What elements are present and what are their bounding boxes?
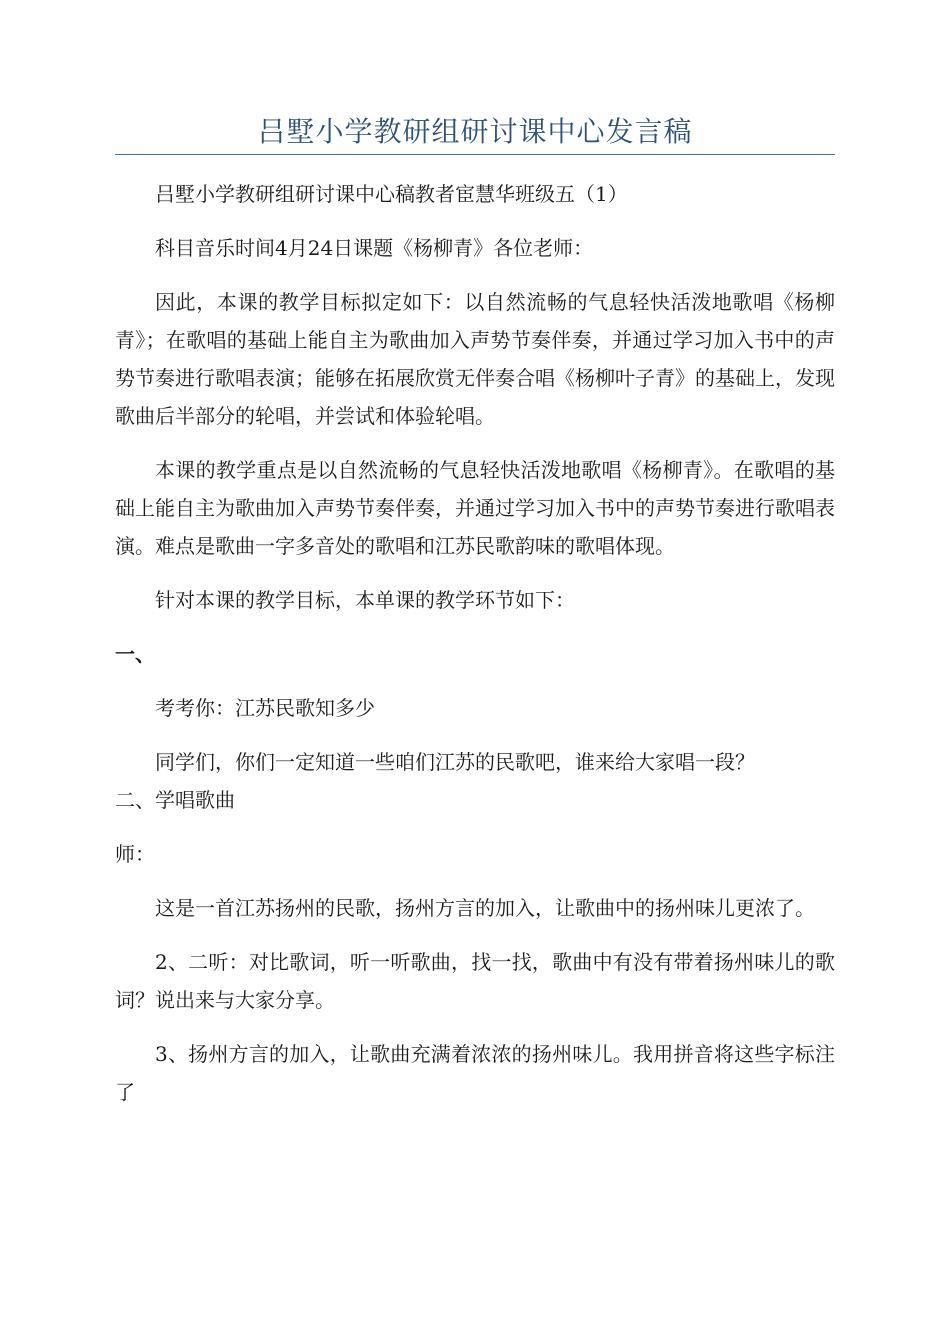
section-heading-one: 一、 (115, 642, 155, 666)
paragraph-yangzhou-song: 这是一首江苏扬州的民歌，扬州方言的加入，让歌曲中的扬州味儿更浓了。 (155, 896, 815, 920)
paragraph-second-listen: 2、二听：对比歌词，听一听歌曲，找一找，歌曲中有没有带着扬州味儿的歌词？说出来与大家分享。 (115, 950, 835, 1012)
title-underline (115, 154, 835, 155)
section-heading-two: 二、学唱歌曲 (115, 788, 235, 812)
document-body (115, 175, 835, 1127)
paragraph-teacher-label: 师： (115, 842, 155, 866)
paragraph-header-info: 吕墅小学教研组研讨课中心稿教者宦慧华班级五（1） (155, 182, 628, 206)
paragraph-teaching-focus: 本课的教学重点是以自然流畅的气息轻快活泼地歌唱《杨柳青》。在歌唱的基础上能自主为歌曲加入声势节奏伴奏，并通过学习加入书中的声势节奏进行歌唱表演。难点是歌曲一字多音处的歌唱和江苏民歌韵味的歌唱体现。 (115, 458, 835, 558)
paragraph-teaching-goals: 因此，本课的教学目标拟定如下：以自然流畅的气息轻快活泼地歌唱《杨柳青》；在歌唱的基础上能自主为歌曲加入声势节奏伴奏，并通过学习加入书中的声势节奏进行歌唱表演；能够在拓展欣赏无伴奏合唱《杨柳叶子青》的基础上，发现歌曲后半部分的轮唱，并尝试和体验轮唱。 (115, 290, 835, 428)
document-title: 吕墅小学教研组研讨课中心发言稿 (257, 115, 693, 148)
paragraph-pinyin-note: 3、扬州方言的加入，让歌曲充满着浓浓的扬州味儿。我用拼音将这些字标注了 (115, 1042, 835, 1104)
paragraph-quiz: 考考你：江苏民歌知多少 (155, 696, 375, 720)
paragraph-students-question: 同学们，你们一定知道一些咱们江苏的民歌吧，谁来给大家唱一段？ (155, 750, 755, 774)
paragraph-subject-info: 科目音乐时间4月24日课题《杨柳青》各位老师： (155, 236, 594, 260)
paragraph-teaching-steps: 针对本课的教学目标，本单课的教学环节如下： (155, 588, 575, 612)
